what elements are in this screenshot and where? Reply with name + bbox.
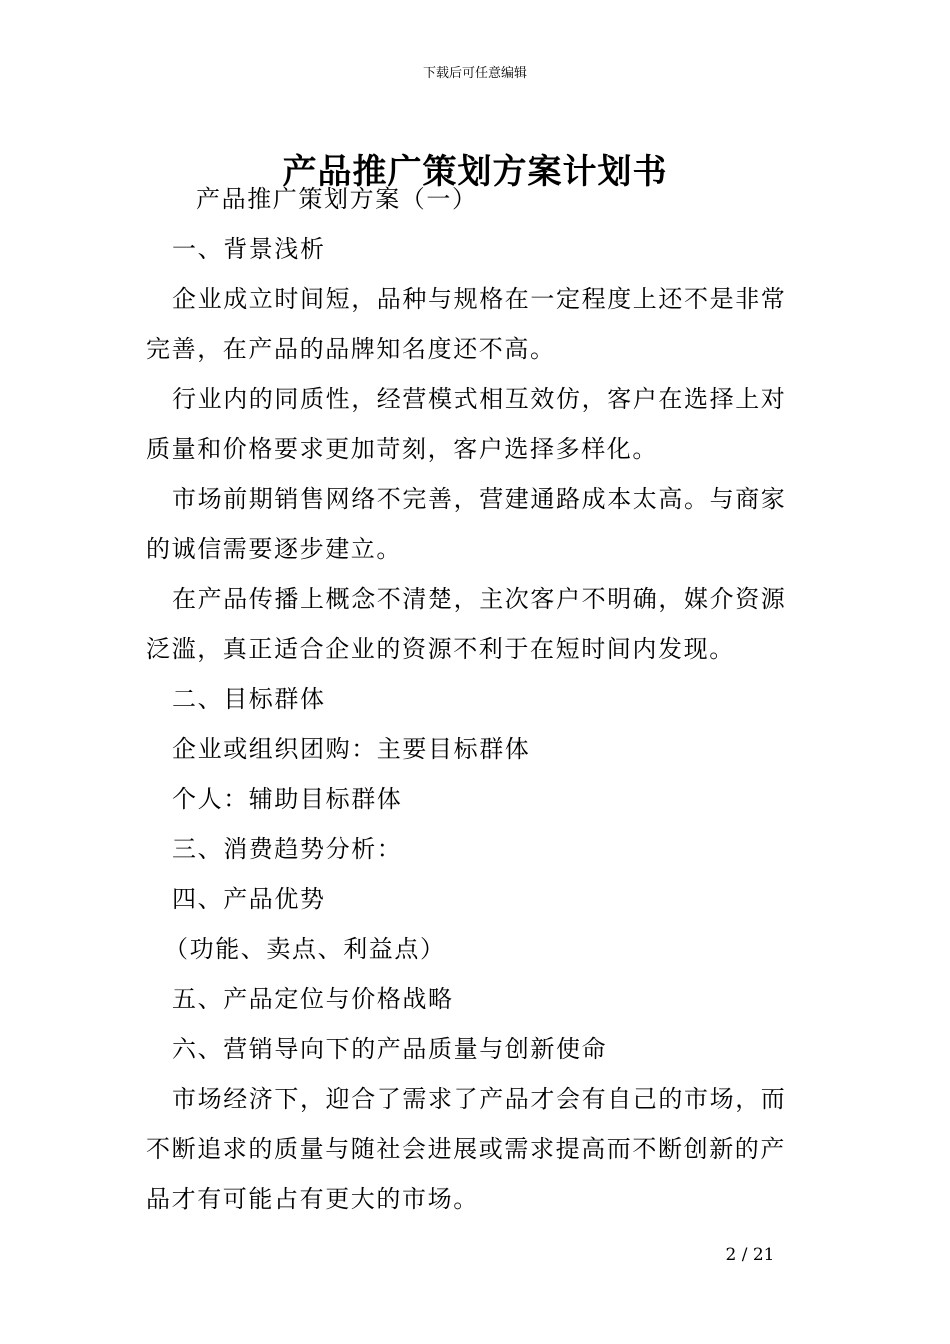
heading-product-advantage: 四、产品优势	[172, 885, 326, 913]
paragraph: （功能、卖点、利益点）	[164, 935, 446, 963]
heading-background: 一、背景浅析	[172, 235, 326, 263]
paragraph: 企业或组织团购：主要目标群体	[172, 735, 531, 763]
paragraph: 市场经济下，迎合了需求了产品才会有自己的市场，而不断追求的质量与随社会进展或需求提高而不断创新的产品才有可能占有更大的市场。	[146, 1085, 787, 1213]
paragraph: 个人：辅助目标群体	[172, 785, 403, 813]
section-subtitle: 产品推广策划方案（一）	[196, 185, 478, 213]
page-number: 2 / 21	[725, 1245, 775, 1265]
heading-positioning-pricing: 五、产品定位与价格战略	[172, 985, 454, 1013]
document-title: 产品推广策划方案计划书	[282, 151, 668, 192]
document-body	[146, 174, 808, 1224]
paragraph: 市场前期销售网络不完善，营建通路成本太高。与商家的诚信需要逐步建立。	[146, 485, 787, 563]
paragraph: 行业内的同质性，经营模式相互效仿，客户在选择上对质量和价格要求更加苛刻，客户选择多样化。	[146, 385, 787, 463]
page-header-note: 下载后可任意编辑	[422, 66, 527, 81]
paragraph: 在产品传播上概念不清楚，主次客户不明确，媒介资源泛滥，真正适合企业的资源不利于在短时间内发现。	[146, 585, 787, 663]
heading-consumption-trend: 三、消费趋势分析：	[172, 835, 403, 863]
heading-quality-innovation: 六、营销导向下的产品质量与创新使命	[172, 1035, 608, 1063]
paragraph: 企业成立时间短，品种与规格在一定程度上还不是非常完善，在产品的品牌知名度还不高。	[146, 285, 787, 363]
heading-target-group: 二、目标群体	[172, 685, 326, 713]
